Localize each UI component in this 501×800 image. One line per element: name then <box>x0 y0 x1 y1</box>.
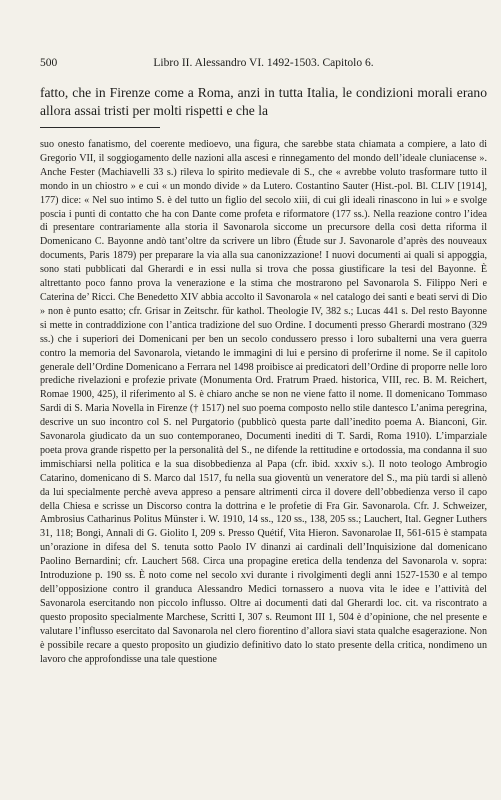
running-head <box>40 56 487 70</box>
main-paragraph: fatto, che in Firenze come a Roma, anzi in tutta Italia, le condizioni morali erano allora assai tristi per molti rispetti e che la <box>40 85 487 118</box>
footnote-separator <box>40 127 160 128</box>
footnote-paragraph: suo onesto fanatismo, del coerente medioevo, una figura, che sarebbe stata chiamata a compiere, a lato di Gregorio VII, il soggiogamento delle nazioni alla ascesi e rinnegamento del mondo dell’ideale cluniacense ». Anche Fester (Machiavelli 33 s.) rileva lo spirito medievale di S., che « avrebbe voluto trasformare tutto il mondo in un chiostro » e cui « un mondo divide » da Lutero. Costantino Sauter (Hist.-pol. Bl. CLIV [1914], 177) dice: « Nel suo intimo S. è del tutto un figlio del secolo xiii, di cui gli ideali rinascono in lui » e svolge poscia i punti di contatto che ha con Dante come profeta e riformatore (177 ss.). Nella reazione contro l’idea di presentare contrariamente alla storia il Savonarola siccome un precursore della così detta riforma il Domenicano C. Bayonne andò tant’oltre da scrivere un libro (Étude sur J. Savonarole d’après des nouveaux documents, Paris 1879) per preparare la via alla sua canonizzazione! I nuovi documenti ai quali si appoggia, sono stati pubblicati dal Gherardi e in essi nulla si trova che possa giustificare la tesi del Bayonne. È altrettanto poco fanno prova la venerazione e la stima che mostrarono pel Savonarola S. Filippo Neri e Caterina de’ Ricci. Che Benedetto XIV abbia accolto il Savonarola « nel catalogo dei santi e beati servi di Dio » non è punto esatto; cfr. Grisar in Zeitschr. für kathol. Theologie IV, 382 s.; Lucas 441 s. Del resto Bayonne si mette in contraddizione con l’antica tradizione del suo Ordine. I documenti presso Gherardi mostrano (329 ss.) che i superiori dei Domenicani per ben un secolo condussero presso i loro subalterni una vera guerra contro la memoria del Savonarola, vietando le immagini di lui e persino di proferirne il nome. Se il capitolo generale dell’Ordine Domenicano a Ferrara nel 1498 proibisce ai predicatori dell’Ordine di proporre nelle loro prediche rivelazioni e profezie private (Monumenta Ord. Fratrum Praed. historica, VIII, rec. B. M. Reichert, Romae 1900, 425), il riferimento al S. è chiaro anche se non ne viene fatto il nome. Il domenicano Tommaso Sardi di S. Maria Novella in Firenze († 1517) nel suo poema composto nello stile dantesco L’anima peregrina, descrive un suo incontro col S. nel Purgatorio (pubblicò questa parte dall’inedito poema A. Bianconi, Gir. Savonarola giudicato da un suo contemporaneo, Documenti inediti di T. Sardi, Roma 1910). L’imparziale poeta prova grande rispetto per la personalità del S., ne difende la rettitudine e ortodossia, ma condanna il suo immischiarsi nella politica e la sua disobbedienza al Papa (cfr. ibid. xxxiv s.). Il noto teologo Ambrogio Catarino, domenicano di S. Marco dal 1517, fu nella sua gioventù un veneratore del S., ma più tardi si allenò da lui specialmente perchè aveva appreso a pensare altrimenti circa il dovere dell’obbedienza verso il capo della Chiesa e scrisse un Discorso contra la dottrina e le profetie di Fra Gir. Savonarola. Cfr. J. Schweizer, Ambrosius Catharinus Politus Münster i. W. 1910, 14 ss., 120 ss., 138, 205 ss.; Lauchert, Ital. Gegner Luthers 31, 118; Bongi, Annali di G. Giolito I, 209 s. Presso Quétif, Vita Hieron. Savonarolae II, 561-615 è stampata un’orazione in difesa del S. tenuta sotto Paolo IV dinanzi ai cardinali dell’Inquisizione dal domenicano Paolino Bernardini; cfr. Lauchert 568. Circa una propagine eretica della tendenza del Savonarola v. sopra: Introduzione p. 190 ss. È noto come nel secolo xvi durante i rivolgimenti degli anni 1527-1530 e al tempo dell’opposizione contro il granduca Alessandro Medici tornassero a nuova vita le idee e l’attività del Savonarola esercitando non piccolo influsso. Oltre ai documenti dati dal Gherardi loc. cit. va riscontrato a questo proposito specialmente Marchese, Scritti I, 307 s. Reumont III 1, 504 è d’opinione, che nel presente e valutare l’influsso esercitato dal Savonarola nel clero fiorentino d’allora siavi stata qualche esagerazione. Non è possibile recare a questo proposito un giudizio definitivo dato lo stato presente della critica, nondimeno un lavoro che approfondisse una tale questione <box>40 139 487 665</box>
running-title: Libro II. Alessandro VI. 1492-1503. Capitolo 6. <box>153 57 374 69</box>
main-text <box>40 84 487 120</box>
page-number: 500 <box>40 57 58 69</box>
footnote <box>40 138 487 764</box>
